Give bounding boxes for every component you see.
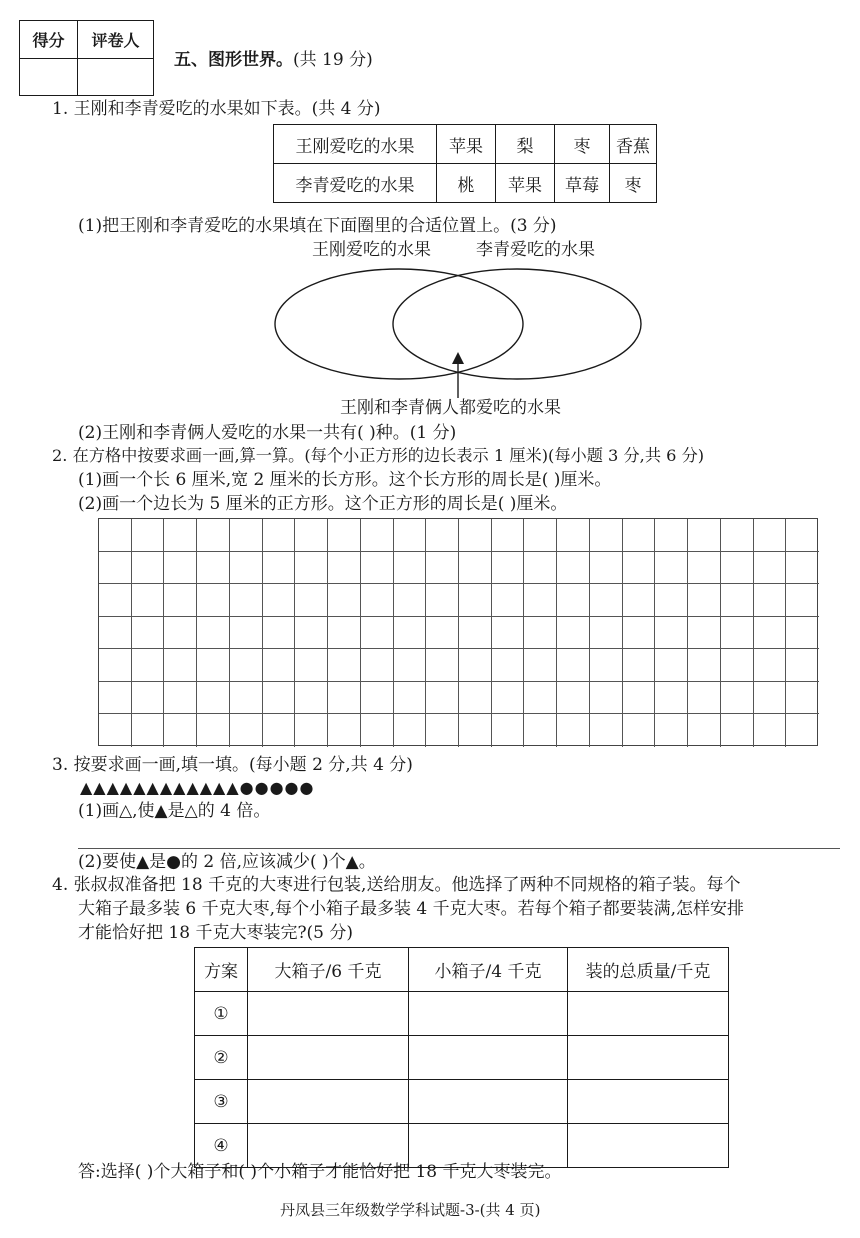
answer-cell[interactable]	[248, 1036, 409, 1080]
grid-cell[interactable]	[328, 714, 361, 747]
grid-cell[interactable]	[492, 649, 525, 682]
grid-cell[interactable]	[688, 519, 721, 552]
table-header-cell: 小箱子/4 千克	[409, 948, 568, 992]
grid-cell[interactable]	[590, 519, 623, 552]
section-title-text: 五、图形世界。	[174, 50, 293, 70]
score-label: 得分	[20, 21, 78, 59]
grid-cell[interactable]	[328, 584, 361, 617]
grid-cell[interactable]	[459, 714, 492, 747]
grid-cell[interactable]	[590, 617, 623, 650]
grid-cell[interactable]	[426, 584, 459, 617]
page-footer: 丹凤县三年级数学学科试题-3-(共 4 页)	[280, 1201, 541, 1219]
table-cell: 王刚爱吃的水果	[274, 125, 437, 164]
answer-cell[interactable]	[409, 1124, 568, 1168]
q1-sub2: (2)王刚和李青俩人爱吃的水果一共有( )种。(1 分)	[78, 423, 457, 443]
grid-cell[interactable]	[492, 682, 525, 715]
grid-cell[interactable]	[295, 584, 328, 617]
grid-cell[interactable]	[394, 682, 427, 715]
grid-cell[interactable]	[721, 682, 754, 715]
grid-cell[interactable]	[394, 519, 427, 552]
grid-cell[interactable]	[230, 682, 263, 715]
grid-cell[interactable]	[328, 617, 361, 650]
grid-cell[interactable]	[524, 649, 557, 682]
grid-cell[interactable]	[623, 682, 656, 715]
venn-both-label: 王刚和李青俩人都爱吃的水果	[340, 398, 561, 418]
grid-cell[interactable]	[426, 649, 459, 682]
grid-cell[interactable]	[623, 617, 656, 650]
grid-cell[interactable]	[786, 584, 819, 617]
grid-cell[interactable]	[557, 519, 590, 552]
grid-cell[interactable]	[688, 714, 721, 747]
grid-cell[interactable]	[655, 682, 688, 715]
q4-answer: 答:选择( )个大箱子和( )个小箱子才能恰好把 18 千克大枣装完。	[78, 1162, 562, 1182]
grid-cell[interactable]	[132, 714, 165, 747]
table-header-cell: 方案	[195, 948, 248, 992]
table-cell: 枣	[555, 125, 610, 164]
plan-number: ①	[195, 992, 248, 1036]
table-row	[274, 164, 657, 203]
grid-cell[interactable]	[394, 552, 427, 585]
grid-cell[interactable]	[295, 714, 328, 747]
grid-cell[interactable]	[786, 519, 819, 552]
grid-cell[interactable]	[524, 682, 557, 715]
score-cell[interactable]	[20, 59, 78, 95]
grid-cell[interactable]	[99, 584, 132, 617]
grid-cell[interactable]	[197, 714, 230, 747]
table-cell: 桃	[437, 164, 496, 203]
grid-cell[interactable]	[164, 682, 197, 715]
answer-cell[interactable]	[409, 1080, 568, 1124]
grid-cell[interactable]	[786, 649, 819, 682]
grid-cell[interactable]	[132, 584, 165, 617]
grid-cell[interactable]	[754, 584, 787, 617]
grid-cell[interactable]	[524, 714, 557, 747]
grid-cell[interactable]	[557, 617, 590, 650]
grid-cell[interactable]	[394, 584, 427, 617]
grid-cell[interactable]	[492, 617, 525, 650]
q4-stem-line1: 4. 张叔叔准备把 18 千克的大枣进行包装,送给朋友。他选择了两种不同规格的箱子装。每个	[52, 875, 741, 895]
answer-cell[interactable]	[568, 1124, 729, 1168]
grid-cell[interactable]	[295, 649, 328, 682]
grid-cell[interactable]	[623, 714, 656, 747]
answer-cell[interactable]	[248, 992, 409, 1036]
grid-cell[interactable]	[295, 519, 328, 552]
answer-cell[interactable]	[409, 1036, 568, 1080]
grid-cell[interactable]	[623, 584, 656, 617]
q4-stem-line3: 才能恰好把 18 千克大枣装完?(5 分)	[78, 923, 354, 943]
grid-cell[interactable]	[263, 682, 296, 715]
table-row	[195, 1036, 729, 1080]
grid-cell[interactable]	[197, 519, 230, 552]
venn-arrow-head	[452, 352, 464, 364]
table-row	[195, 1080, 729, 1124]
grid-cell[interactable]	[426, 617, 459, 650]
grid-cell[interactable]	[164, 617, 197, 650]
grid-cell[interactable]	[492, 714, 525, 747]
grid-cell[interactable]	[132, 617, 165, 650]
q4-stem-line2: 大箱子最多装 6 千克大枣,每个小箱子最多装 4 千克大枣。若每个箱子都要装满,怎样安排	[78, 899, 745, 919]
grid-cell[interactable]	[426, 682, 459, 715]
venn-right-label: 李青爱吃的水果	[476, 240, 595, 260]
grid-cell[interactable]	[754, 519, 787, 552]
grid-cell[interactable]	[99, 682, 132, 715]
grid-cell[interactable]	[688, 649, 721, 682]
grid-cell[interactable]	[295, 682, 328, 715]
grid-cell[interactable]	[655, 519, 688, 552]
section-points: (共 19 分)	[293, 50, 373, 70]
grid-cell[interactable]	[688, 682, 721, 715]
grid-cell[interactable]	[99, 649, 132, 682]
answer-cell[interactable]	[409, 992, 568, 1036]
q2-stem: 2. 在方格中按要求画一画,算一算。(每个小正方形的边长表示 1 厘米)(每小题 3 分,共 6 分)	[52, 446, 705, 465]
grid-cell[interactable]	[492, 584, 525, 617]
grid-cell[interactable]	[721, 552, 754, 585]
table-cell: 草莓	[555, 164, 610, 203]
grid-cell[interactable]	[623, 519, 656, 552]
venn-left-label: 王刚爱吃的水果	[312, 240, 431, 260]
fruit-table	[273, 124, 657, 203]
grid-cell[interactable]	[328, 519, 361, 552]
drawing-grid[interactable]	[98, 518, 818, 746]
table-row	[195, 992, 729, 1036]
grid-cell[interactable]	[492, 519, 525, 552]
section-title	[174, 50, 373, 70]
reviewer-cell[interactable]	[78, 59, 153, 95]
grid-cell[interactable]	[459, 617, 492, 650]
grid-cell[interactable]	[394, 649, 427, 682]
grid-cell[interactable]	[263, 552, 296, 585]
grid-cell[interactable]	[754, 617, 787, 650]
grid-cell[interactable]	[557, 552, 590, 585]
grid-cell[interactable]	[426, 552, 459, 585]
grid-cell[interactable]	[688, 552, 721, 585]
answer-cell[interactable]	[248, 1124, 409, 1168]
grid-cell[interactable]	[361, 617, 394, 650]
grid-cell[interactable]	[524, 552, 557, 585]
q3-sub1: (1)画△,使▲是△的 4 倍。	[78, 801, 271, 821]
grid-cell[interactable]	[721, 617, 754, 650]
venn-right-circle	[393, 269, 641, 379]
answer-cell[interactable]	[248, 1080, 409, 1124]
grid-cell[interactable]	[524, 617, 557, 650]
grid-cell[interactable]	[361, 519, 394, 552]
grid-cell[interactable]	[688, 584, 721, 617]
grid-cell[interactable]	[263, 584, 296, 617]
grid-cell[interactable]	[394, 617, 427, 650]
table-row	[274, 125, 657, 164]
grid-cell[interactable]	[99, 617, 132, 650]
grid-cell[interactable]	[263, 617, 296, 650]
grid-cell[interactable]	[197, 584, 230, 617]
score-box	[19, 20, 154, 96]
grid-cell[interactable]	[361, 552, 394, 585]
plan-number: ④	[195, 1124, 248, 1168]
grid-cell[interactable]	[132, 552, 165, 585]
grid-cell[interactable]	[197, 617, 230, 650]
q3-stem: 3. 按要求画一画,填一填。(每小题 2 分,共 4 分)	[52, 755, 413, 775]
grid-cell[interactable]	[263, 519, 296, 552]
table-cell: 枣	[610, 164, 657, 203]
grid-cell[interactable]	[590, 552, 623, 585]
q2-sub1: (1)画一个长 6 厘米,宽 2 厘米的长方形。这个长方形的周长是( )厘米。	[78, 470, 612, 490]
table-cell: 李青爱吃的水果	[274, 164, 437, 203]
grid-cell[interactable]	[590, 682, 623, 715]
grid-cell[interactable]	[164, 714, 197, 747]
answer-cell[interactable]	[568, 1036, 729, 1080]
grid-cell[interactable]	[655, 714, 688, 747]
grid-cell[interactable]	[361, 649, 394, 682]
grid-cell[interactable]	[164, 552, 197, 585]
grid-cell[interactable]	[590, 649, 623, 682]
grid-cell[interactable]	[230, 714, 263, 747]
grid-cell[interactable]	[263, 714, 296, 747]
drawing-line[interactable]	[78, 848, 840, 849]
grid-cell[interactable]	[721, 649, 754, 682]
venn-diagram[interactable]	[260, 266, 660, 406]
grid-cell[interactable]	[132, 519, 165, 552]
grid-cell[interactable]	[99, 519, 132, 552]
grid-cell[interactable]	[197, 682, 230, 715]
q3-sub2: (2)要使▲是●的 2 倍,应该减少( )个▲。	[78, 852, 376, 872]
grid-cell[interactable]	[557, 584, 590, 617]
q3-shapes: ▲▲▲▲▲▲▲▲▲▲▲▲●●●●●	[80, 778, 315, 797]
grid-cell[interactable]	[459, 584, 492, 617]
grid-cell[interactable]	[524, 519, 557, 552]
grid-cell[interactable]	[754, 682, 787, 715]
grid-cell[interactable]	[230, 519, 263, 552]
grid-cell[interactable]	[655, 617, 688, 650]
grid-cell[interactable]	[721, 519, 754, 552]
grid-cell[interactable]	[459, 552, 492, 585]
grid-cell[interactable]	[754, 714, 787, 747]
grid-cell[interactable]	[655, 584, 688, 617]
grid-cell[interactable]	[164, 649, 197, 682]
grid-cell[interactable]	[459, 519, 492, 552]
grid-cell[interactable]	[230, 617, 263, 650]
table-header-cell: 装的总质量/千克	[568, 948, 729, 992]
grid-cell[interactable]	[786, 552, 819, 585]
grid-cell[interactable]	[459, 682, 492, 715]
grid-cell[interactable]	[590, 714, 623, 747]
grid-cell[interactable]	[590, 584, 623, 617]
grid-cell[interactable]	[492, 552, 525, 585]
grid-cell[interactable]	[295, 552, 328, 585]
grid-cell[interactable]	[230, 584, 263, 617]
grid-cell[interactable]	[623, 552, 656, 585]
grid-cell[interactable]	[754, 649, 787, 682]
grid-cell[interactable]	[721, 584, 754, 617]
q2-sub2: (2)画一个边长为 5 厘米的正方形。这个正方形的周长是( )厘米。	[78, 494, 568, 514]
grid-cell[interactable]	[557, 682, 590, 715]
table-header-cell: 大箱子/6 千克	[248, 948, 409, 992]
table-cell: 香蕉	[610, 125, 657, 164]
grid-cell[interactable]	[295, 617, 328, 650]
reviewer-label: 评卷人	[78, 21, 153, 59]
grid-cell[interactable]	[164, 584, 197, 617]
grid-cell[interactable]	[361, 714, 394, 747]
grid-cell[interactable]	[557, 649, 590, 682]
grid-cell[interactable]	[754, 552, 787, 585]
grid-cell[interactable]	[426, 714, 459, 747]
grid-cell[interactable]	[164, 519, 197, 552]
grid-cell[interactable]	[786, 617, 819, 650]
grid-cell[interactable]	[655, 649, 688, 682]
grid-cell[interactable]	[524, 584, 557, 617]
grid-cell[interactable]	[132, 682, 165, 715]
grid-cell[interactable]	[557, 714, 590, 747]
grid-cell[interactable]	[230, 649, 263, 682]
plan-number: ②	[195, 1036, 248, 1080]
grid-cell[interactable]	[623, 649, 656, 682]
grid-cell[interactable]	[263, 649, 296, 682]
table-row	[195, 1124, 729, 1168]
grid-cell[interactable]	[99, 552, 132, 585]
grid-cell[interactable]	[721, 714, 754, 747]
grid-cell[interactable]	[197, 649, 230, 682]
grid-cell[interactable]	[328, 682, 361, 715]
table-cell: 梨	[496, 125, 555, 164]
grid-cell[interactable]	[394, 714, 427, 747]
grid-cell[interactable]	[426, 519, 459, 552]
grid-cell[interactable]	[328, 552, 361, 585]
table-row	[195, 948, 729, 992]
plan-table	[194, 947, 729, 1168]
plan-number: ③	[195, 1080, 248, 1124]
venn-left-circle	[275, 269, 523, 379]
grid-cell[interactable]	[99, 714, 132, 747]
table-cell: 苹果	[496, 164, 555, 203]
grid-cell[interactable]	[688, 617, 721, 650]
answer-cell[interactable]	[568, 992, 729, 1036]
grid-cell[interactable]	[328, 649, 361, 682]
answer-cell[interactable]	[568, 1080, 729, 1124]
grid-cell[interactable]	[197, 552, 230, 585]
grid-cell[interactable]	[786, 714, 819, 747]
table-cell: 苹果	[437, 125, 496, 164]
grid-cell[interactable]	[786, 682, 819, 715]
grid-cell[interactable]	[132, 649, 165, 682]
q1-stem: 1. 王刚和李青爱吃的水果如下表。(共 4 分)	[52, 99, 381, 119]
grid-cell[interactable]	[655, 552, 688, 585]
grid-cell[interactable]	[459, 649, 492, 682]
q1-sub1: (1)把王刚和李青爱吃的水果填在下面圈里的合适位置上。(3 分)	[78, 216, 557, 236]
grid-cell[interactable]	[361, 584, 394, 617]
grid-cell[interactable]	[361, 682, 394, 715]
grid-cell[interactable]	[230, 552, 263, 585]
